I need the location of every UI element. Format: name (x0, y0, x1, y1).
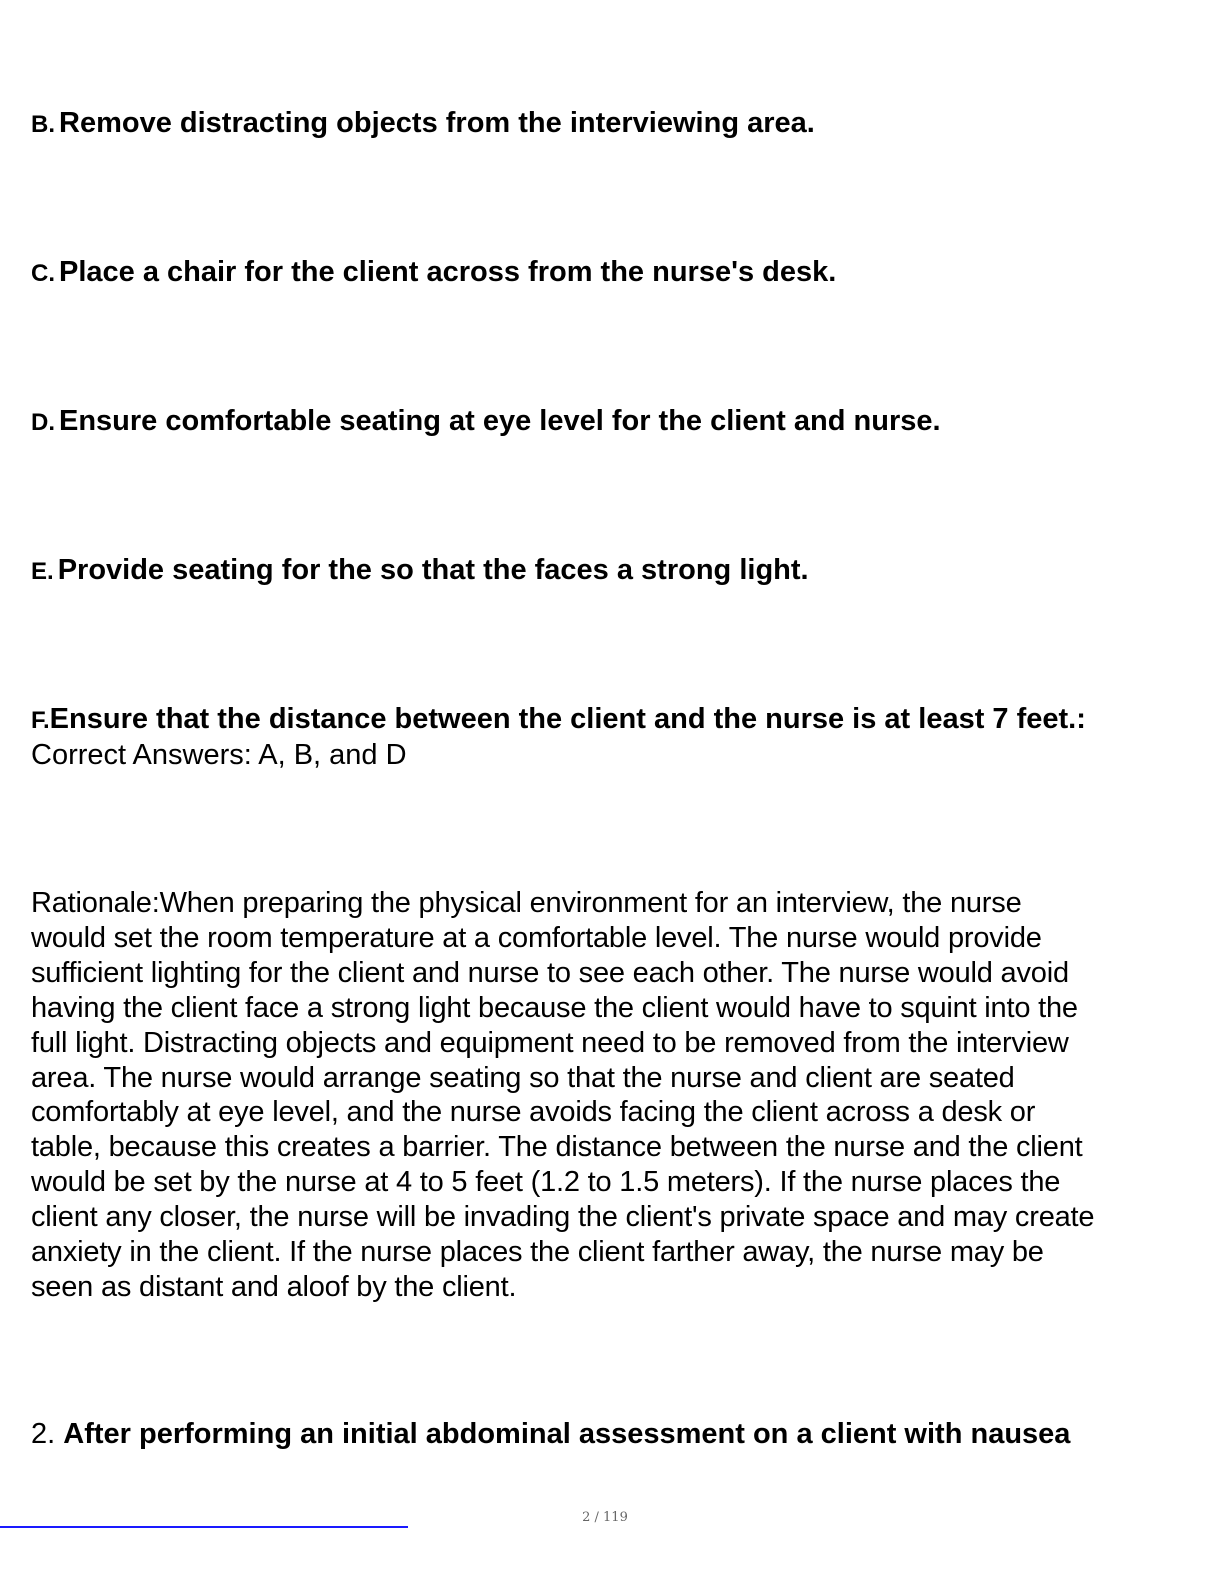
option-c-letter: C. (31, 260, 55, 287)
option-d-letter: D. (31, 409, 55, 436)
rationale-line: seen as distant and aloof by the client. (31, 1270, 517, 1303)
rationale-line: Rationale:When preparing the physical environment for an interview, the nurse (31, 887, 1022, 919)
rationale-line: table, because this creates a barrier. The distance between the nurse and the client (31, 1131, 1083, 1164)
question-number: 2. (31, 1418, 56, 1450)
rationale-line: sufficient lighting for the client and nurse to see each other. The nurse would avoid (31, 956, 1069, 989)
option-f-letter: F. (31, 707, 50, 734)
rationale-line: anxiety in the client. If the nurse places the client farther away, the nurse may be (31, 1236, 1044, 1269)
rationale-line: would be set by the nurse at 4 to 5 feet (1.2 to 1.5 meters). If the nurse places the (31, 1166, 1061, 1199)
rationale-line: would set the room temperature at a comfortable level. The nurse would provide (31, 921, 1042, 954)
option-c-text: Place a chair for the client across from the nurse's desk. (59, 256, 837, 288)
option-b (31, 106, 815, 142)
option-b-letter: B. (31, 111, 55, 138)
option-f (31, 702, 1181, 773)
rationale-paragraph (31, 886, 1193, 1305)
footer-link-underline[interactable] (0, 1526, 408, 1528)
correct-answers: Correct Answers: A, B, and D (31, 739, 407, 771)
option-b-text: Remove distracting objects from the interviewing area. (59, 107, 815, 139)
page-number: 2 / 119 (582, 1510, 628, 1525)
option-f-text: Ensure that the distance between the client and the nurse is at least 7 feet.: (49, 703, 1086, 735)
option-d-text: Ensure comfortable seating at eye level for the client and nurse. (59, 405, 941, 437)
rationale-line: having the client face a strong light because the client would have to squint into the (31, 991, 1078, 1024)
option-e (31, 553, 809, 589)
option-d (31, 404, 941, 440)
option-c (31, 255, 836, 291)
next-question (31, 1417, 1070, 1452)
rationale-line: area. The nurse would arrange seating so that the nurse and client are seated (31, 1061, 1015, 1094)
rationale-line: full light. Distracting objects and equipment need to be removed from the interview (31, 1026, 1069, 1059)
question-text: After performing an initial abdominal assessment on a client with nausea (63, 1418, 1071, 1450)
rationale-line: comfortably at eye level, and the nurse avoids facing the client across a desk or (31, 1096, 1036, 1129)
option-e-letter: E. (31, 558, 54, 585)
rationale-line: client any closer, the nurse will be invading the client's private space and may create (31, 1201, 1095, 1234)
option-e-text: Provide seating for the so that the faces a strong light. (57, 554, 809, 586)
